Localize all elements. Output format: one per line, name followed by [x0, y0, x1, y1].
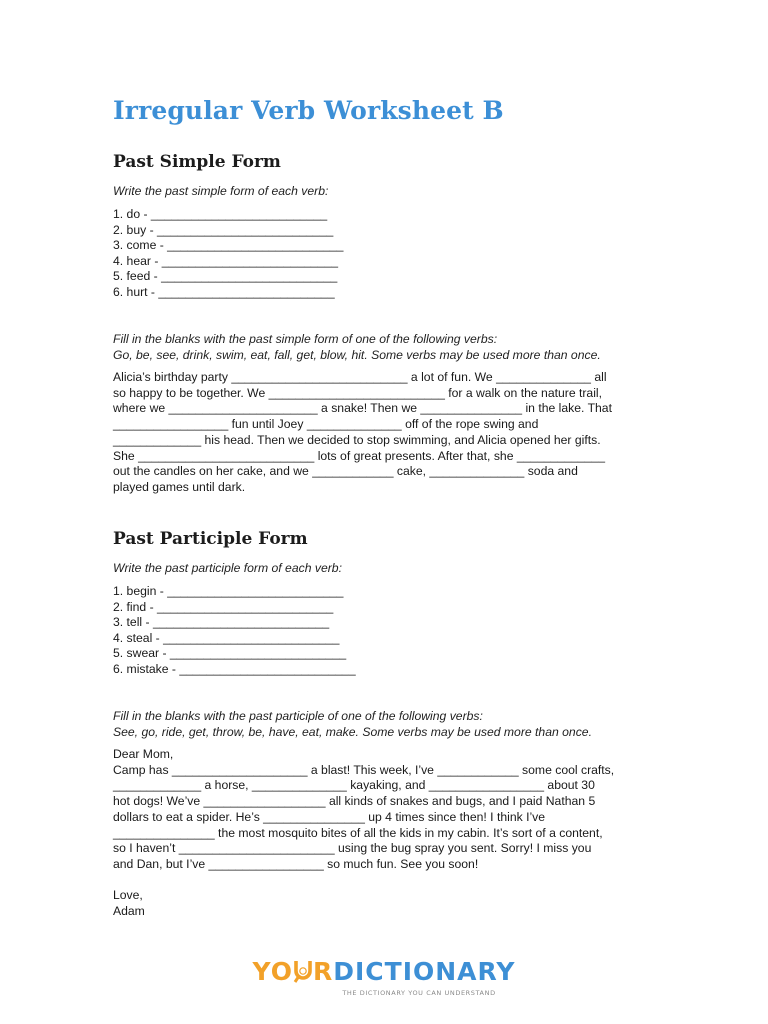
- blank-line: [113, 873, 673, 889]
- paragraph-line: Alicia’s birthday party __________________________ a lot of fun. We ______________ all: [113, 370, 607, 384]
- list-item: 3. tell - __________________________: [113, 615, 330, 630]
- list-item: 1. begin - __________________________: [113, 584, 344, 598]
- letter-line: hot dogs! We’ve __________________ all kinds of snakes and bugs, and I paid Nathan 5: [113, 794, 596, 809]
- logo-dictionary-part: DICTIONARY: [333, 957, 516, 986]
- section-heading-past-participle: Past Participle Form: [113, 529, 308, 549]
- paragraph-line: where we ______________________ a snake! Then we _______________ in the lake. That: [113, 401, 612, 416]
- instruction-past-participle: [113, 560, 673, 576]
- letter-line: and Dan, but I’ve _________________ so much fun. See you soon!: [113, 856, 479, 871]
- instruction-past-simple: [113, 183, 673, 199]
- instruction-text: Write the past participle form of each verb:: [113, 561, 342, 575]
- letter-line: _______________ the most mosquito bites of all the kids in my cabin. It’s sort of a content,: [113, 825, 603, 840]
- letter-line: _____________ a horse, ______________ kayaking, and _________________ about 30: [113, 778, 595, 793]
- fill-instruction-past-participle: [113, 708, 673, 740]
- paragraph-line: so happy to be together. We __________________________ for a walk on the nature trail,: [113, 385, 603, 400]
- section-heading-past-simple: Past Simple Form: [113, 152, 281, 172]
- logo-tagline: THE DICTIONARY YOU CAN UNDERSTAND: [342, 989, 496, 997]
- verb-bank: Go, be, see, drink, swim, eat, fall, get, blow, hit. Some verbs may be used more than once.: [113, 348, 601, 362]
- camp-letter: [113, 747, 673, 920]
- letter-line: Dear Mom,: [113, 747, 174, 761]
- letter-line: so I haven’t _______________________ using the bug spray you sent. Sorry! I miss you: [113, 841, 592, 856]
- list-item: 4. hear - __________________________: [113, 253, 339, 268]
- instruction-line: Fill in the blanks with the past simple form of one of the following verbs:: [113, 332, 498, 346]
- instruction-line: Fill in the blanks with the past participle of one of the following verbs:: [113, 709, 483, 723]
- yourdictionary-logo: [0, 958, 768, 997]
- list-item: 5. feed - __________________________: [113, 269, 338, 284]
- past-simple-list: [113, 207, 673, 301]
- list-item: 6. hurt - __________________________: [113, 284, 335, 299]
- verb-bank: See, go, ride, get, throw, be, have, eat, make. Some verbs may be used more than once.: [113, 725, 592, 739]
- logo-wordmark: [0, 958, 768, 989]
- paragraph-line: She __________________________ lots of great presents. After that, she _____________: [113, 448, 605, 463]
- list-item: 3. come - __________________________: [113, 238, 344, 253]
- instruction-text: Write the past simple form of each verb:: [113, 184, 329, 198]
- fill-instruction-past-simple: [113, 331, 673, 363]
- paragraph-line: _____________ his head. Then we decided to stop swimming, and Alicia opened her gifts.: [113, 432, 601, 447]
- list-item: 1. do - __________________________: [113, 207, 328, 221]
- paragraph-line: out the candles on her cake, and we ____________ cake, ______________ soda and: [113, 464, 578, 479]
- paragraph-line: played games until dark.: [113, 479, 246, 494]
- letter-line: dollars to eat a spider. He’s _______________ up 4 times since then! I think I’ve: [113, 809, 546, 824]
- list-item: 6. mistake - __________________________: [113, 661, 356, 676]
- list-item: 4. steal - __________________________: [113, 630, 340, 645]
- page-title: Irregular Verb Worksheet B: [113, 96, 504, 125]
- letter-line: Camp has ____________________ a blast! This week, I’ve ____________ some cool crafts,: [113, 762, 615, 777]
- logo-your-part: YO: [252, 957, 293, 986]
- letter-signature: Adam: [113, 904, 145, 919]
- letter-closing: Love,: [113, 888, 143, 903]
- paragraph-line: _________________ fun until Joey ______________ off of the rope swing and: [113, 417, 539, 432]
- logo-r: R: [312, 957, 334, 986]
- list-item: 2. buy - __________________________: [113, 222, 334, 237]
- birthday-paragraph: [113, 370, 673, 496]
- magnifier-u-icon: [293, 959, 313, 989]
- list-item: 2. find - __________________________: [113, 599, 334, 614]
- past-participle-list: [113, 584, 673, 678]
- list-item: 5. swear - __________________________: [113, 646, 347, 661]
